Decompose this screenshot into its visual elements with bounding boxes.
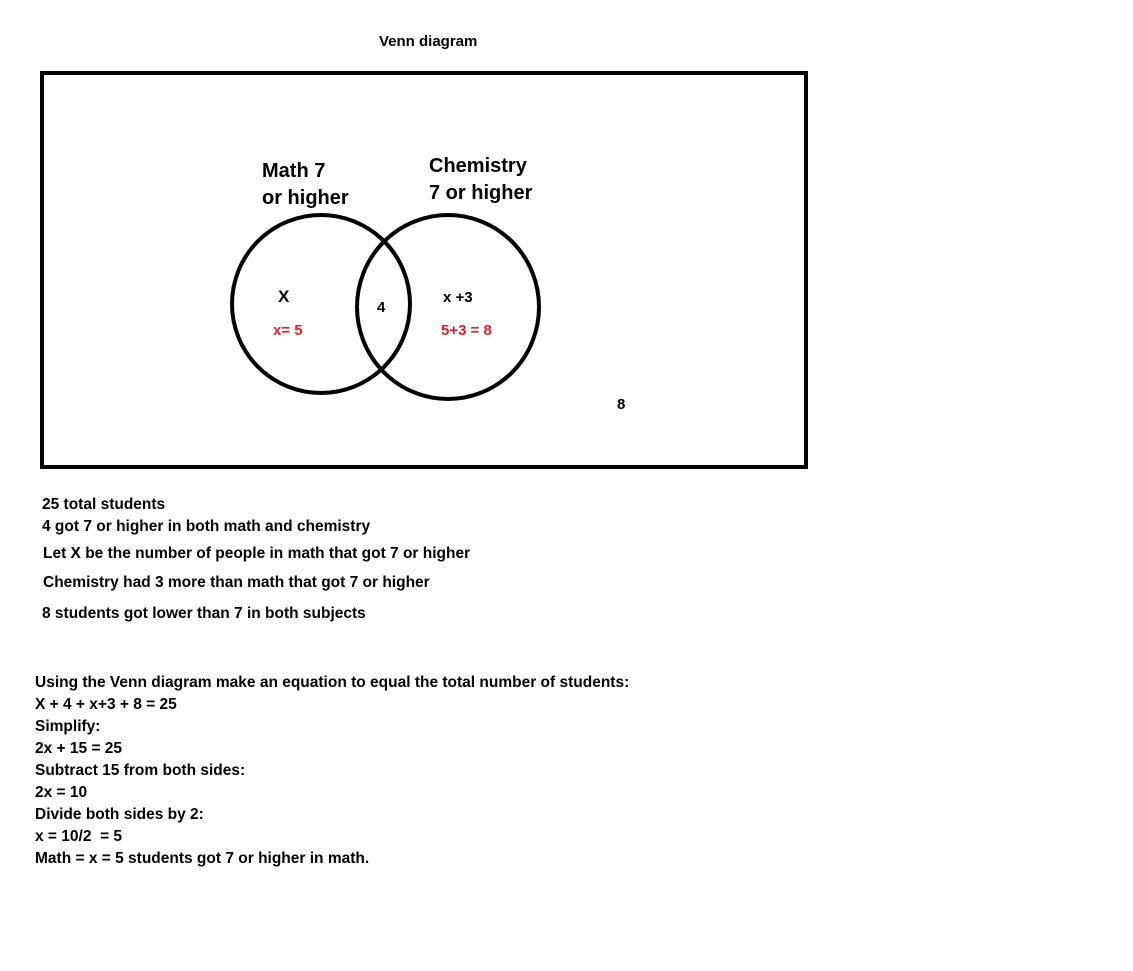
chemistry-label-line1: Chemistry — [429, 155, 527, 177]
chemistry-only-value: 5+3 = 8 — [441, 322, 492, 339]
diagram-title: Venn diagram — [379, 33, 478, 50]
universal-set-rectangle — [42, 73, 806, 467]
chemistry-label-line2: 7 or higher — [429, 182, 533, 204]
math-only-value: x= 5 — [273, 322, 303, 339]
solution-steps — [35, 672, 629, 870]
solution-line: Math = x = 5 students got 7 or higher in math. — [35, 850, 370, 867]
math-set-label — [262, 158, 349, 212]
intersection-value: 4 — [377, 299, 386, 316]
math-label-line1: Math 7 — [262, 160, 326, 182]
solution-line: 2x = 10 — [35, 784, 88, 801]
solution-line: 2x + 15 = 25 — [35, 740, 123, 757]
chemistry-only-expression: x +3 — [443, 289, 473, 306]
fact-both: 4 got 7 or higher in both math and chemistry — [42, 518, 371, 535]
solution-line: Using the Venn diagram make an equation to equal the total number of students: — [35, 674, 630, 691]
fact-neither: 8 students got lower than 7 in both subjects — [42, 605, 366, 622]
chemistry-set-label — [429, 153, 532, 207]
fact-define-x: Let X be the number of people in math that got 7 or higher — [43, 545, 471, 562]
neither-value: 8 — [617, 396, 626, 413]
math-only-expression: X — [278, 287, 290, 306]
solution-line: Divide both sides by 2: — [35, 806, 204, 823]
fact-total: 25 total students — [42, 496, 166, 513]
solution-line: x = 10/2 = 5 — [35, 828, 123, 845]
math-label-line2: or higher — [262, 187, 349, 209]
fact-chemistry: Chemistry had 3 more than math that got 7 or higher — [43, 574, 430, 591]
solution-line: Simplify: — [35, 718, 101, 735]
solution-line: X + 4 + x+3 + 8 = 25 — [35, 696, 177, 713]
solution-line: Subtract 15 from both sides: — [35, 762, 246, 779]
